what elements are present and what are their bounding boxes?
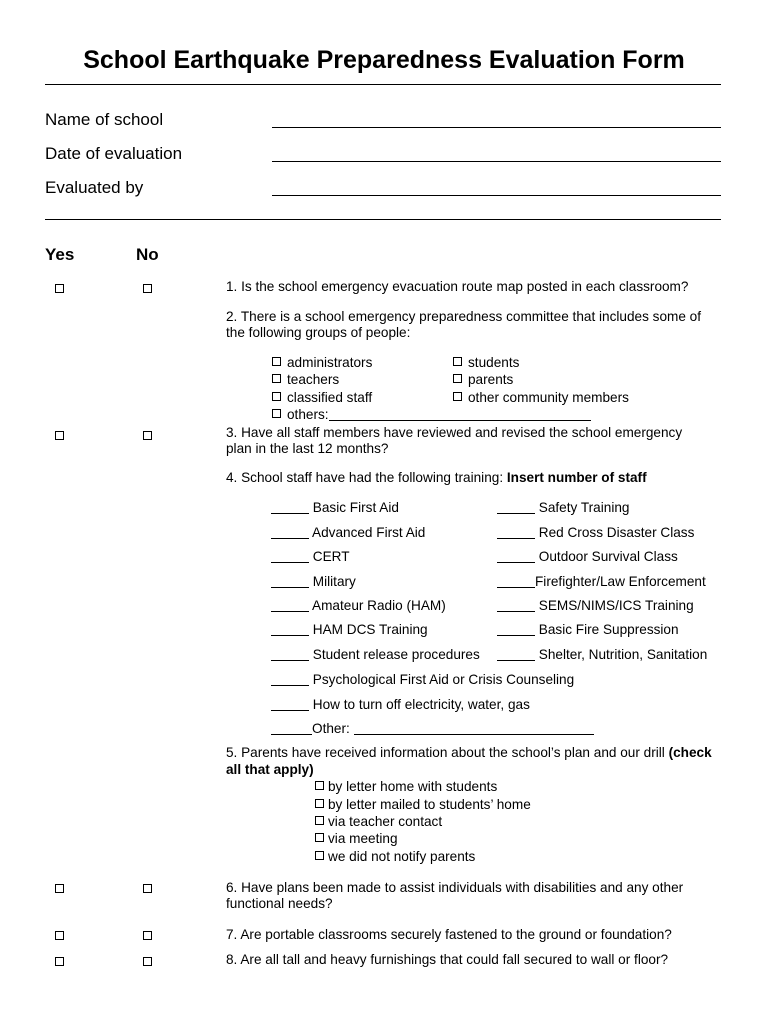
staff-count-blank[interactable] [271, 611, 309, 612]
training-other[interactable]: Other: [271, 721, 594, 736]
training-utility-shutoff[interactable]: How to turn off electricity, water, gas [271, 697, 530, 712]
field-label-school-name: Name of school [45, 110, 164, 129]
q8-yes-checkbox[interactable] [55, 957, 64, 966]
question-8: 8. Are all tall and heavy furnishings that could fall secured to wall or floor? [226, 952, 669, 967]
q1-no-checkbox[interactable] [143, 284, 152, 293]
q6-no-checkbox[interactable] [143, 884, 152, 893]
staff-count-blank[interactable] [271, 538, 309, 539]
training-outdoor-survival[interactable]: Outdoor Survival Class [497, 549, 678, 564]
q2-option-teachers[interactable]: teachers [272, 372, 339, 387]
staff-count-blank[interactable] [497, 635, 535, 636]
staff-count-blank[interactable] [271, 562, 309, 563]
q2-option-classified-staff[interactable]: classified staff [272, 390, 372, 405]
training-basic-first-aid[interactable]: Basic First Aid [271, 500, 399, 515]
q2-option-others[interactable]: others: [272, 407, 591, 422]
q2-option-students[interactable]: students [453, 355, 519, 370]
q5-option-meeting[interactable]: via meeting [315, 831, 398, 846]
staff-count-blank[interactable] [497, 513, 535, 514]
q6-yes-checkbox[interactable] [55, 884, 64, 893]
staff-count-blank[interactable] [497, 538, 535, 539]
training-fire-suppression[interactable]: Basic Fire Suppression [497, 622, 679, 637]
checkbox-icon [315, 799, 324, 808]
training-shelter-nutrition[interactable]: Shelter, Nutrition, Sanitation [497, 647, 707, 662]
staff-count-blank[interactable] [271, 635, 309, 636]
checkbox-icon [453, 374, 462, 383]
q5-option-did-not-notify[interactable]: we did not notify parents [315, 849, 475, 864]
q5-option-letter-mailed[interactable]: by letter mailed to students’ home [315, 797, 531, 812]
question-2-line-2: the following groups of people: [226, 325, 411, 340]
staff-count-blank[interactable] [271, 734, 312, 735]
question-1: 1. Is the school emergency evacuation route map posted in each classroom? [226, 279, 689, 294]
checkbox-icon [315, 851, 324, 860]
staff-count-blank[interactable] [271, 660, 309, 661]
checkbox-icon [453, 392, 462, 401]
evaluation-date-field[interactable] [272, 161, 721, 162]
training-amateur-radio[interactable]: Amateur Radio (HAM) [271, 598, 446, 613]
staff-count-blank[interactable] [497, 562, 535, 563]
checkbox-icon [272, 357, 281, 366]
question-5-line-2: all that apply) [226, 762, 314, 777]
staff-count-blank[interactable] [497, 587, 535, 588]
q7-no-checkbox[interactable] [143, 931, 152, 940]
question-6-line-2: functional needs? [226, 896, 333, 911]
question-3-line-1: 3. Have all staff members have reviewed and revised the school emergency [226, 425, 683, 440]
question-4: 4. School staff have had the following training: Insert number of staff [226, 470, 647, 485]
training-psychological-first-aid[interactable]: Psychological First Aid or Crisis Counseling [271, 672, 574, 687]
training-safety[interactable]: Safety Training [497, 500, 629, 515]
evaluated-by-field[interactable] [272, 195, 721, 196]
no-column-header: No [136, 245, 159, 264]
q2-option-other-community-members[interactable]: other community members [453, 390, 629, 405]
yes-column-header: Yes [45, 245, 75, 264]
q8-no-checkbox[interactable] [143, 957, 152, 966]
training-cert[interactable]: CERT [271, 549, 350, 564]
checkbox-icon [315, 833, 324, 842]
page-title: School Earthquake Preparedness Evaluation Form [83, 46, 685, 74]
question-5-line-1: 5. Parents have received information about the school’s plan and our drill (check [226, 745, 712, 760]
staff-count-blank[interactable] [271, 685, 309, 686]
training-firefighter[interactable]: Firefighter/Law Enforcement [497, 574, 706, 589]
q5-option-letter-home[interactable]: by letter home with students [315, 779, 497, 794]
others-blank-line[interactable] [329, 420, 591, 421]
checkbox-icon [315, 781, 324, 790]
training-sems-nims-ics[interactable]: SEMS/NIMS/ICS Training [497, 598, 694, 613]
checkbox-icon [272, 392, 281, 401]
staff-count-blank[interactable] [497, 660, 535, 661]
checkbox-icon [272, 409, 281, 418]
other-training-blank[interactable] [354, 734, 594, 735]
header-divider [45, 219, 721, 220]
training-ham-dcs[interactable]: HAM DCS Training [271, 622, 428, 637]
staff-count-blank[interactable] [271, 710, 309, 711]
question-3-line-2: plan in the last 12 months? [226, 441, 389, 456]
q3-no-checkbox[interactable] [143, 431, 152, 440]
q7-yes-checkbox[interactable] [55, 931, 64, 940]
training-advanced-first-aid[interactable]: Advanced First Aid [271, 525, 425, 540]
staff-count-blank[interactable] [497, 611, 535, 612]
training-red-cross[interactable]: Red Cross Disaster Class [497, 525, 694, 540]
q1-yes-checkbox[interactable] [55, 284, 64, 293]
training-military[interactable]: Military [271, 574, 356, 589]
q2-option-parents[interactable]: parents [453, 372, 513, 387]
q2-option-administrators[interactable]: administrators [272, 355, 372, 370]
field-label-evaluated-by: Evaluated by [45, 178, 144, 197]
training-student-release[interactable]: Student release procedures [271, 647, 480, 662]
checkbox-icon [453, 357, 462, 366]
checkbox-icon [315, 816, 324, 825]
field-label-evaluation-date: Date of evaluation [45, 144, 183, 163]
question-7: 7. Are portable classrooms securely fastened to the ground or foundation? [226, 927, 672, 942]
q3-yes-checkbox[interactable] [55, 431, 64, 440]
q5-option-teacher-contact[interactable]: via teacher contact [315, 814, 442, 829]
school-name-field[interactable] [272, 127, 721, 128]
question-6-line-1: 6. Have plans been made to assist individuals with disabilities and any other [226, 880, 684, 895]
staff-count-blank[interactable] [271, 513, 309, 514]
question-2-line-1: 2. There is a school emergency preparedness committee that includes some of [226, 309, 702, 324]
title-divider [45, 84, 721, 85]
checkbox-icon [272, 374, 281, 383]
staff-count-blank[interactable] [271, 587, 309, 588]
